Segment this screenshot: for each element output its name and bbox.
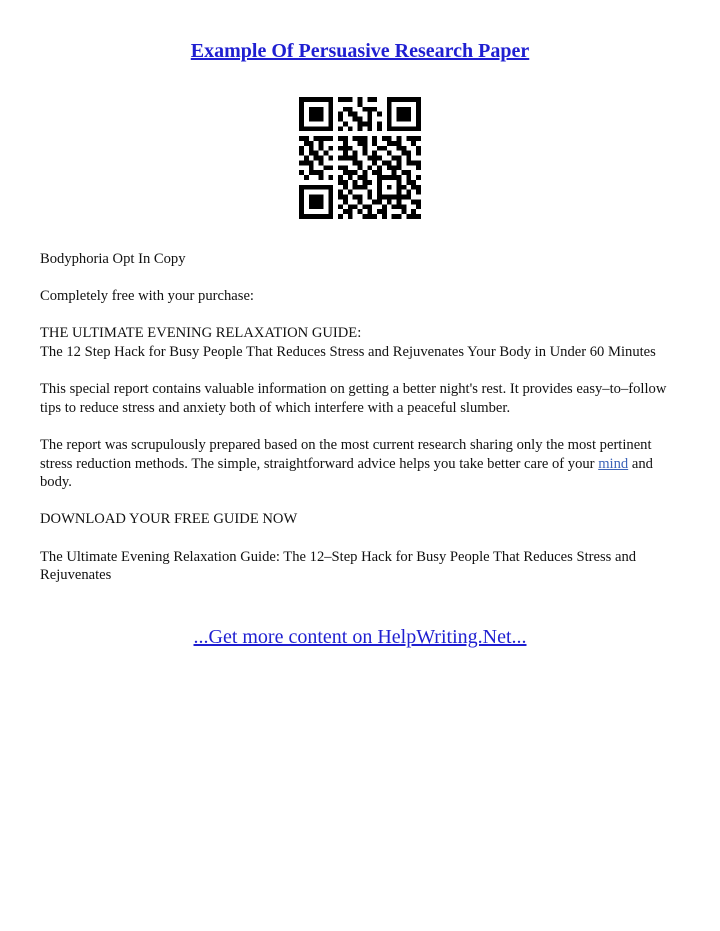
guide-title-line: THE ULTIMATE EVENING RELAXATION GUIDE:	[40, 325, 362, 342]
document-title[interactable]: Example Of Persuasive Research Paper	[190, 40, 530, 62]
paragraph-report-description: This special report contains valuable information on getting a better night's rest. It provides easy–to–follow tips to reduce stress and anxiety both of which interfere with a peaceful slumber.	[40, 381, 667, 416]
guide-subtitle-line: The 12 Step Hack for Busy People That Reduces Stress and Rejuvenates Your Body in Under 60 Minutes	[40, 343, 656, 360]
paragraph-download-cta: DOWNLOAD YOUR FREE GUIDE NOW	[40, 511, 298, 528]
document-body	[40, 250, 682, 603]
research-text-before: The report was scrupulously prepared based on the most current research sharing only the most pertinent stress reduction methods. The simple, straightforward advice helps you take better care of your	[40, 436, 652, 472]
paragraph-free-offer: Completely free with your purchase:	[40, 288, 254, 305]
more-content-link[interactable]: ...Get more content on HelpWriting.Net...	[193, 626, 527, 648]
research-text-after: and body.	[40, 455, 653, 491]
paragraph-report-research	[40, 436, 682, 492]
paragraph-opt-in: Bodyphoria Opt In Copy	[40, 251, 186, 267]
paragraph-guide-heading	[40, 324, 682, 361]
mind-link[interactable]: mind	[598, 455, 629, 472]
qr-code-icon	[299, 97, 421, 219]
paragraph-guide-summary: The Ultimate Evening Relaxation Guide: The 12–Step Hack for Busy People That Reduces Stress and Rejuvenates	[40, 548, 637, 584]
